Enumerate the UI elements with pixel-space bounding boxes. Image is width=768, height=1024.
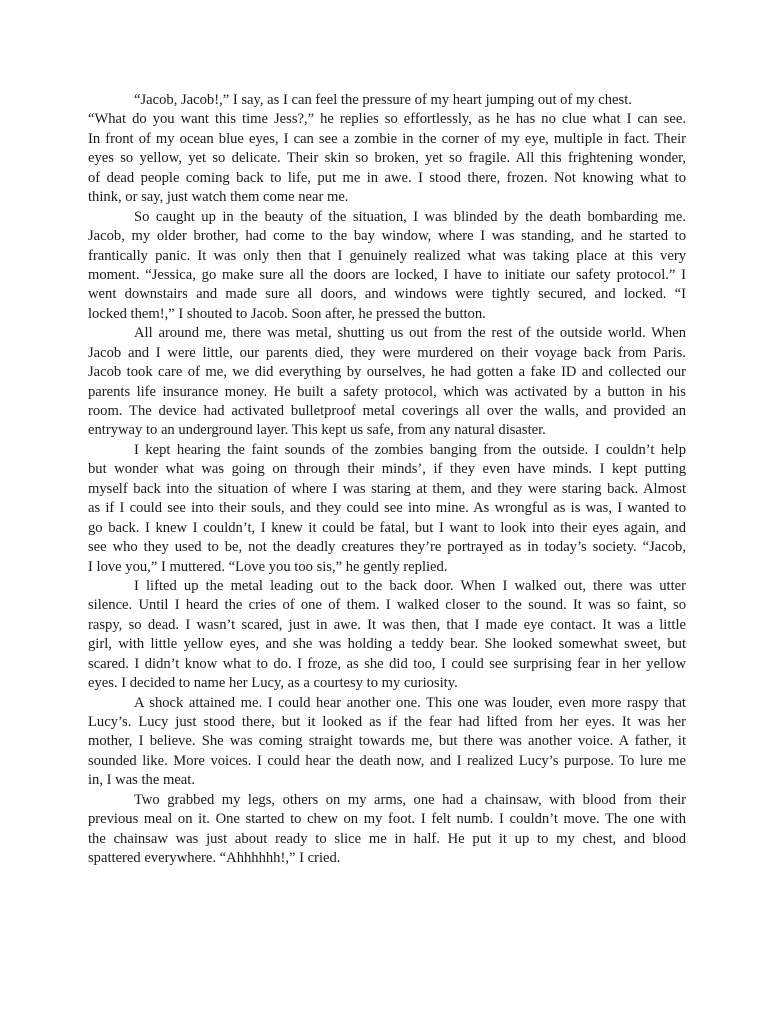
text-line: Two grabbed my legs, others on my arms, one had a chainsaw, with blood from their — [134, 791, 686, 808]
text-line: see who they used to be, not the deadly creatures they’re portrayed as in today’s society. “Jacob, — [88, 539, 686, 556]
text-line: In front of my ocean blue eyes, I can see a zombie in the corner of my eye, multiple in fact. Their — [88, 130, 686, 147]
text-line: but wonder what was going on through their minds’, if they even have minds. I kept putting — [88, 461, 686, 478]
text-line: A shock attained me. I could hear another one. This one was louder, even more raspy that — [134, 694, 686, 711]
text-line: myself back into the situation of where I was staring at them, and they were staring back. Almost — [88, 480, 686, 497]
paragraph — [88, 694, 686, 791]
paragraph — [88, 577, 686, 694]
text-line: parents life insurance money. He built a safety protocol, which was activated by a button in his — [88, 383, 686, 400]
text-line: mother, I believe. She was coming straight towards me, but there was another voice. A father, it — [88, 733, 686, 750]
text-line: I love you,” I muttered. “Love you too sis,” he gently replied. — [88, 558, 448, 575]
paragraph — [88, 791, 686, 869]
text-line: Jacob, my older brother, had come to the bay window, where I was standing, and he started to — [88, 228, 686, 245]
text-line: sounded like. More voices. I could hear the death now, and I realized Lucy’s purpose. To lure me — [88, 752, 686, 769]
text-line: raspy, so dead. I wasn’t scared, just in awe. It was then, that I made eye contact. It was a little — [88, 616, 686, 633]
text-line: Lucy’s. Lucy just stood there, but it looked as if the fear had lifted from her eyes. It was her — [88, 714, 686, 730]
text-line: scared. I didn’t know what to do. I froze, as she did too, I could see surprising fear in her yellow — [88, 655, 686, 672]
text-line: I kept hearing the faint sounds of the zombies banging from the outside. I couldn’t help — [134, 441, 686, 458]
paragraph — [88, 324, 686, 441]
text-line: as if I could see into their souls, and they could see into mine. As wrongful as is was, I wanted to — [88, 500, 686, 517]
text-line: room. The device had activated bulletproof metal coverings all over the walls, and provided an — [88, 403, 686, 419]
text-line: “Jacob, Jacob!,” I say, as I can feel the pressure of my heart jumping out of my chest. — [134, 92, 632, 108]
text-line: I lifted up the metal leading out to the back door. When I walked out, there was utter — [134, 577, 686, 594]
paragraph — [88, 441, 686, 577]
text-line: Jacob took care of me, we did everything by ourselves, he had gotten a fake ID and collected our — [88, 364, 686, 381]
text-line: Jacob and I were little, our parents died, they were murdered on their voyage back from Paris. — [88, 344, 686, 361]
text-line: silence. Until I heard the cries of one of them. I walked closer to the sound. It was so faint, so — [88, 597, 686, 614]
text-line: eyes so yellow, yet so delicate. Their skin so broken, yet so fragile. All this frightening wonder, — [88, 150, 686, 167]
text-line: previous meal on it. One started to chew on my foot. I felt numb. I couldn’t move. The one with — [88, 811, 686, 828]
text-line: All around me, there was metal, shutting us out from the rest of the outside world. When — [134, 325, 686, 342]
text-line: the chainsaw was just about ready to slice me in half. He put it up to my chest, and blood — [88, 830, 686, 847]
text-line: went downstairs and made sure all doors, and windows were tightly secured, and locked. “I — [88, 286, 686, 303]
paragraph — [88, 208, 686, 325]
text-line: think, or say, just watch them come near me. — [88, 189, 349, 206]
text-line: moment. “Jessica, go make sure all the doors are locked, I have to initiate our safety protocol.” I — [88, 266, 686, 283]
text-line: spattered everywhere. “Ahhhhhh!,” I cried. — [88, 850, 341, 867]
text-line: in, I was the meat. — [88, 772, 195, 789]
text-line: “What do you want this time Jess?,” he replies so effortlessly, as he has no clue what I can see. — [88, 111, 686, 128]
text-line: go back. I knew I couldn’t, I knew it could be fatal, but I want to look into their eyes again, and — [88, 519, 686, 536]
text-line: frantically panic. It was only then that I genuinely realized what was taking place at this very — [88, 247, 686, 264]
text-line: So caught up in the beauty of the situation, I was blinded by the death bombarding me. — [134, 208, 686, 225]
text-line: eyes. I decided to name her Lucy, as a courtesy to my curiosity. — [88, 675, 458, 692]
paragraph — [88, 110, 686, 207]
paragraph — [88, 91, 686, 110]
text-line: girl, with little yellow eyes, and she was holding a teddy bear. She looked somewhat sweet, but — [88, 636, 686, 653]
story-text — [88, 91, 686, 869]
text-line: of dead people coming back to life, put me in awe. I stood there, frozen. Not knowing what to — [88, 169, 686, 186]
text-line: entryway to an underground layer. This kept us safe, from any natural disaster. — [88, 422, 546, 439]
text-line: locked them!,” I shouted to Jacob. Soon after, he pressed the button. — [88, 305, 486, 322]
